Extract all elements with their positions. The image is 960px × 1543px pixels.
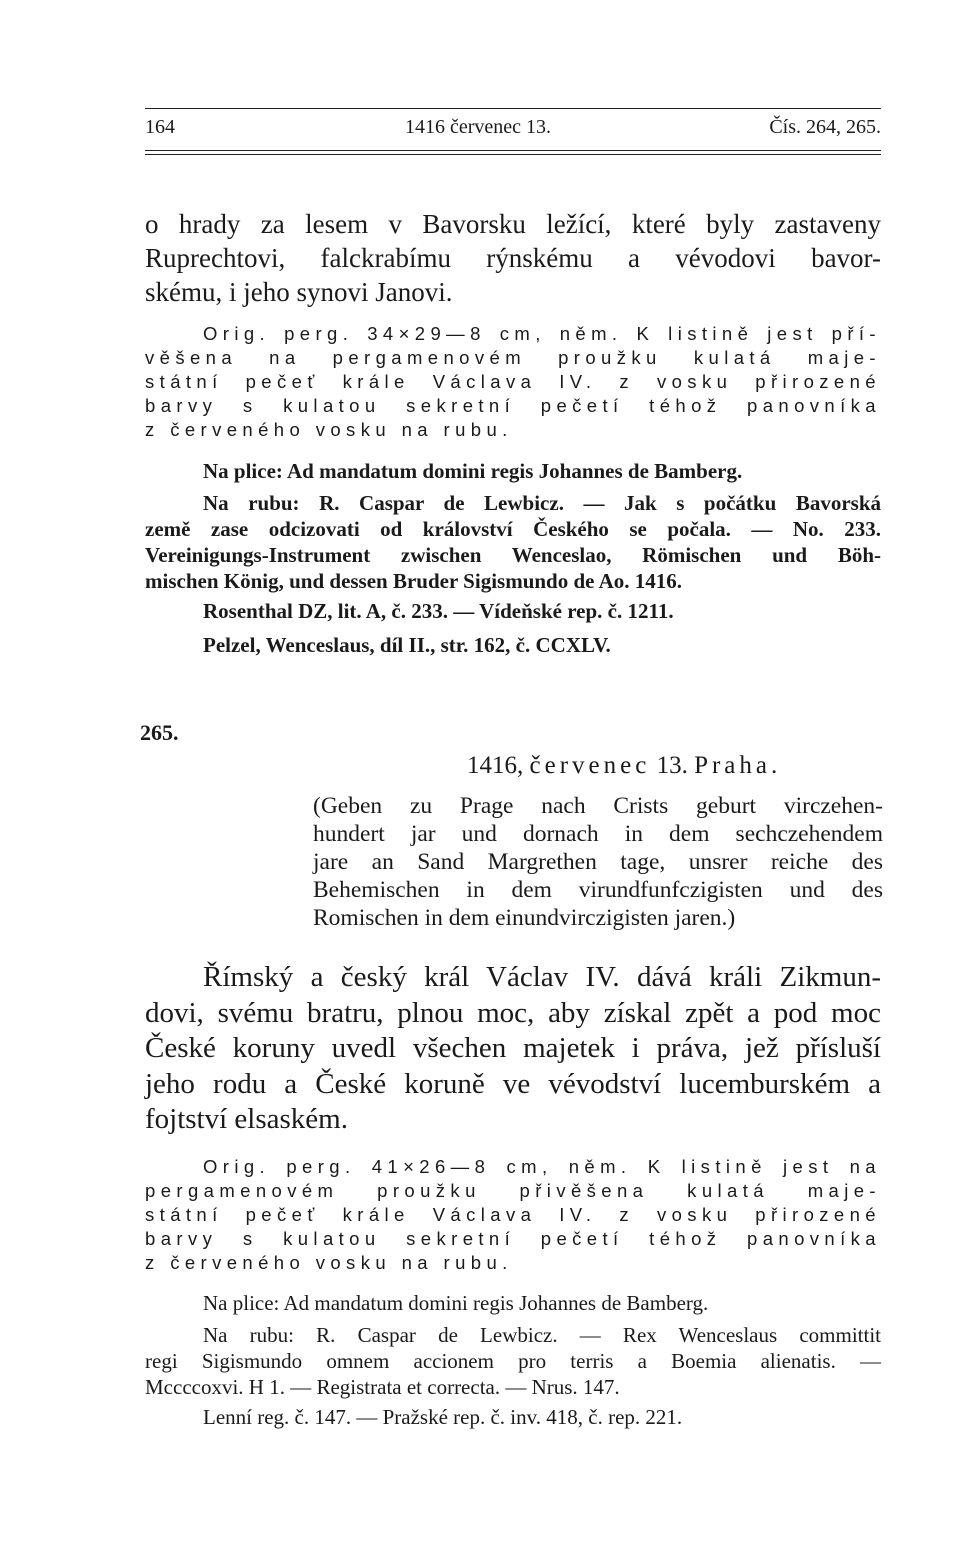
doc264-plice-note: Na plice: Ad mandatum domini regis Johannes de Bamberg. — [203, 459, 743, 483]
doc264-regest-continuation: o hrady za lesem v Bavorsku ležící, které byly zastaveny Ruprechtovi, falckrabímu rýnskému a vévodovi bavor- skému, i jeho synovi Janovi. — [145, 209, 881, 307]
header-rule-bottom-thin — [145, 154, 881, 155]
header-rule-bottom — [145, 150, 881, 151]
doc264-original-description: Orig. perg. 34×29—8 cm, něm. K listině jest pří- věšena na pergamenovém proužku kulatá maje- státní pečeť krále Václava IV. z vosku přirozené barvy s kulatou sekretní pečetí téhož panovníka z červeného vosku na rubu. — [145, 323, 881, 440]
doc265-german-dating-clause: (Geben zu Prage nach Crists geburt virczehen- hundert jar und dornach in dem sechczehendem jare an Sand Margrethen tage, unsrer reiche des Behemischen in dem virundfunfczigisten und des Romischen in dem einundvirczigisten jaren.) — [313, 793, 883, 931]
page-number: 164 — [145, 116, 175, 138]
header-document-numbers: Čís. 264, 265. — [769, 116, 881, 138]
doc265-lenni-reference: Lenní reg. č. 147. — Pražské rep. č. inv. 418, č. rep. 221. — [203, 1405, 683, 1429]
doc265-rubu-note: Na rubu: R. Caspar de Lewbicz. — Rex Wenceslaus committit regi Sigismundo omnem accionem pro terris a Boemia alienatis. — Mccccoxvi. H 1. — Registrata et correcta. — Nrus. 147. — [145, 1323, 881, 1399]
running-header — [145, 116, 881, 142]
doc264-rosenthal-reference: Rosenthal DZ, lit. A, č. 233. — Vídeňské rep. č. 1211. — [203, 599, 674, 623]
doc264-pelzel-reference: Pelzel, Wenceslaus, díl II., str. 162, č. CCXLV. — [203, 633, 611, 657]
doc265-number: 265. — [140, 720, 179, 745]
doc265-plice-note: Na plice: Ad mandatum domini regis Johannes de Bamberg. — [203, 1291, 709, 1315]
header-date: 1416 červenec 13. — [405, 116, 552, 138]
doc264-rubu-note: Na rubu: R. Caspar de Lewbicz. — Jak s počátku Bavorská země zase odcizovati od království Českého se počala. — No. 233. Vereinigungs-Instrument zwischen Wenceslao, Römischen und Böh- mischen König, und dessen Bruder Sigismundo de Ao. 1416. — [145, 491, 881, 593]
doc265-regest: Římský a český král Václav IV. dává králi Zikmun- dovi, svému bratru, plnou moc, aby získal zpět a pod moc České koruny uvedl všechen majetek i práva, jež přísluší jeho rodu a České koruně ve vévodství lucemburském a fojtství elsaském. — [145, 961, 881, 1135]
doc265-original-description: Orig. perg. 41×26—8 cm, něm. K listině jest na pergamenovém proužku přivěšena kulatá maje- státní pečeť krále Václava IV. z vosku přirozené barvy s kulatou sekretní pečetí téhož panovníka z červeného vosku na rubu. — [145, 1156, 881, 1273]
doc265-date-place: 1416, červenec 13. Praha. — [467, 752, 782, 779]
header-rule-top — [145, 108, 881, 109]
